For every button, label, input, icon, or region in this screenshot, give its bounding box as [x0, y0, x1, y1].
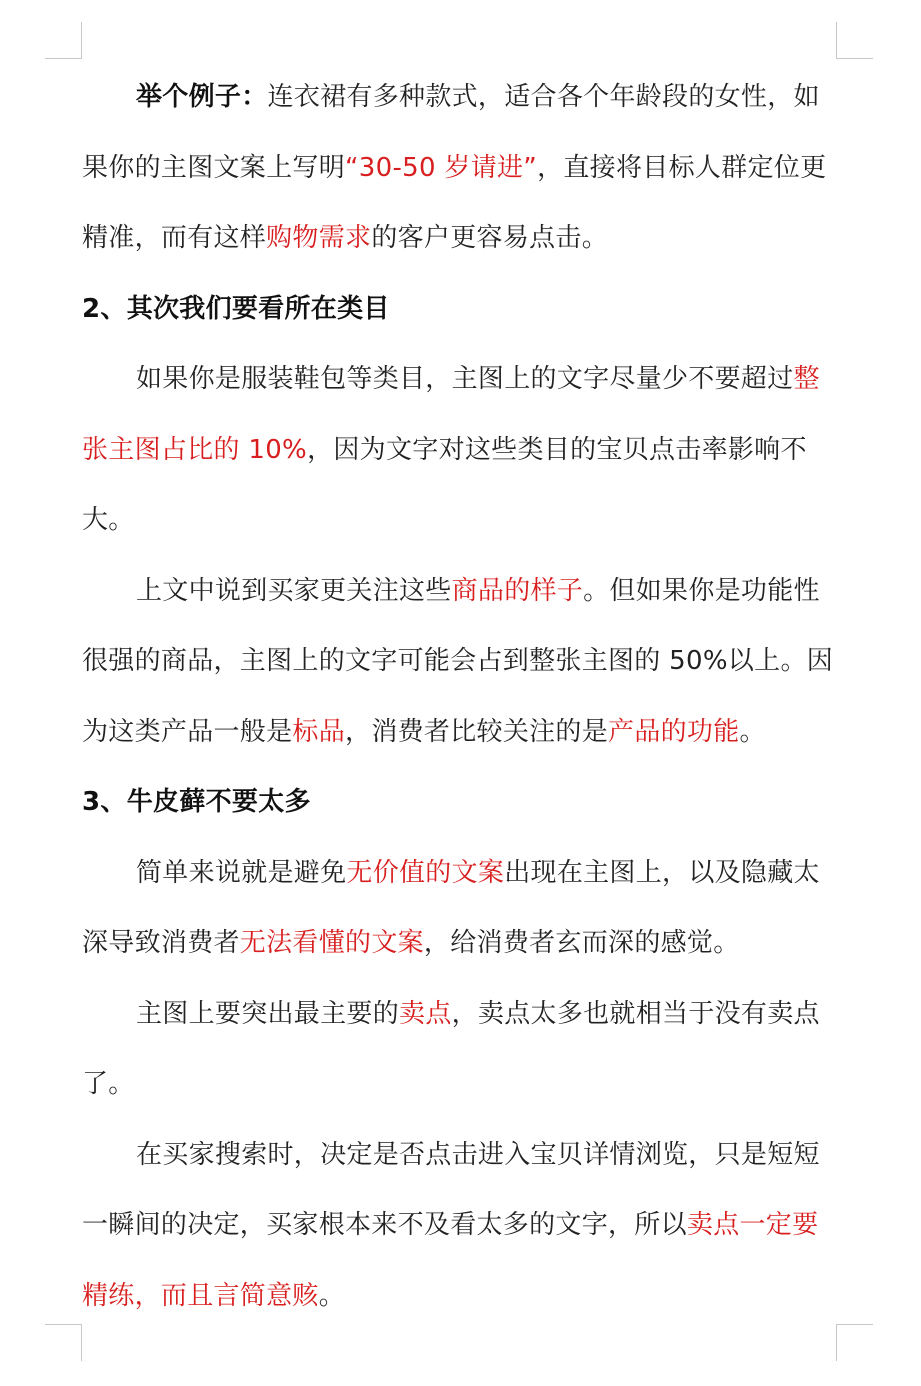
highlighted-text: 卖点	[399, 998, 452, 1029]
text-run: 。	[739, 716, 766, 747]
text-run: 在买家搜索时，决定是否点击进入宝贝详情浏览，只是短短一瞬间的决定，买家根本来不及看太多的文字，所以	[82, 1139, 820, 1240]
text-run: 上文中说到买家更关注这些	[136, 575, 452, 606]
text-run: 。但如果你是功能性很强的商品，主图上的文字可能会占到整张主图的 50%以上。因为这类产品一般是	[82, 575, 834, 747]
body-paragraph	[82, 344, 839, 556]
body-paragraph	[82, 556, 839, 768]
bold-lead-text: 举个例子：	[136, 82, 268, 112]
page-corner-mark-bottom-right	[836, 1324, 873, 1361]
page-corner-mark-top-left	[45, 22, 82, 59]
text-run: 。	[318, 1280, 346, 1311]
highlighted-text: 无法看懂的文案	[239, 928, 424, 958]
page-corner-mark-bottom-left	[45, 1324, 82, 1361]
body-paragraph	[82, 838, 839, 979]
highlighted-text: 产品的功能	[608, 716, 740, 747]
text-run: ，给消费者玄而深的感觉。	[423, 928, 740, 958]
text-run: 出现在主图上，以及隐藏太深导致消费者	[82, 857, 820, 958]
text-run: 连衣裙有多种款式，适合各个年龄段的女性，如果你的主图文案上写明	[82, 82, 820, 183]
text-run: 的客户更容易点击。	[371, 223, 609, 253]
highlighted-text: 无价值的文案	[346, 857, 505, 888]
highlighted-text: 标品	[292, 716, 346, 747]
page-corner-mark-top-right	[836, 22, 873, 59]
text-run: ，因为文字对这些类目的宝贝点击率影响不大。	[82, 434, 807, 535]
text-run: ，卖点太多也就相当于没有卖点了。	[82, 998, 820, 1099]
highlighted-text: “30-50 岁请进”	[345, 152, 538, 183]
body-paragraph	[82, 979, 839, 1120]
highlighted-text: 整张主图占比的 10%	[82, 364, 820, 465]
body-paragraph	[82, 62, 839, 274]
text-run: ，消费者比较关注的是	[345, 716, 609, 747]
text-run: 2、其次我们要看所在类目	[82, 293, 390, 324]
document-page	[82, 62, 839, 1331]
highlighted-text: 商品的样子	[451, 575, 584, 606]
highlighted-text: 购物需求	[266, 223, 372, 253]
text-run: 简单来说就是避免	[136, 857, 347, 888]
text-run: 主图上要突出最主要的	[136, 998, 400, 1029]
text-run: ，直接将目标人群定位更精准，而有这样	[82, 152, 827, 253]
text-run: 3、牛皮藓不要太多	[82, 787, 311, 817]
section-heading	[82, 274, 839, 345]
text-run: 如果你是服装鞋包等类目，主图上的文字尽量少不要超过	[136, 364, 794, 394]
section-heading	[82, 767, 839, 838]
highlighted-text: 卖点一定要精练，而且言简意赅	[82, 1210, 819, 1311]
body-paragraph	[82, 1120, 839, 1332]
